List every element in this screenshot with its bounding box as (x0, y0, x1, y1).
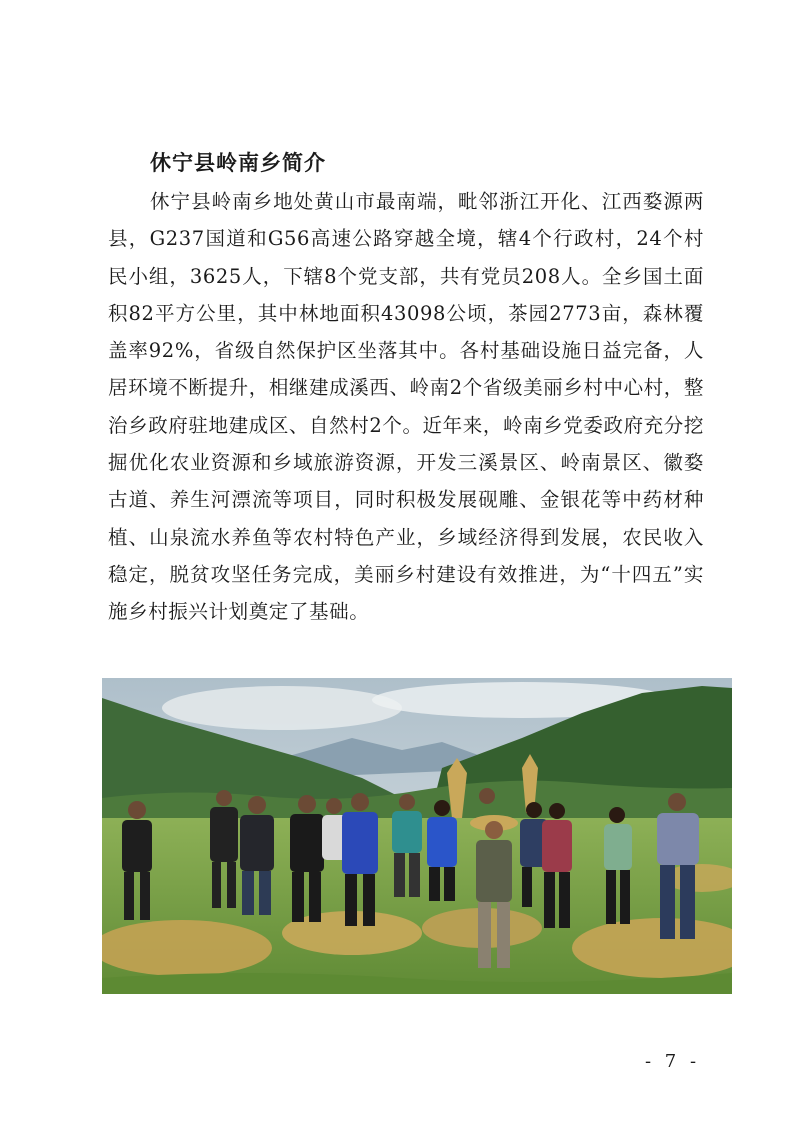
group-photo-illustration (102, 678, 732, 994)
page-number: - 7 - (645, 1051, 701, 1072)
group-photo (102, 678, 732, 994)
intro-paragraph: 休宁县岭南乡地处黄山市最南端，毗邻浙江开化、江西婺源两县，G237国道和G56高速公路穿越全境，辖4个行政村，24个村民小组，3625人，下辖8个党支部，共有党员208人。全乡国土面积82平方公里，其中林地面积43098公顷，茶园2773亩，森林覆盖率92%，省级自然保护区坐落其中。各村基础设施日益完备，人居环境不断提升，相继建成溪西、岭南2个省级美丽乡村中心村，整治乡政府驻地建成区、自然村2个。近年来，岭南乡党委政府充分挖掘优化农业资源和乡域旅游资源，开发三溪景区、岭南景区、徽婺古道、养生河漂流等项目，同时积极发展砚雕、金银花等中药材种植、山泉流水养鱼等农村特色产业，乡域经济得到发展，农民收入稳定，脱贫攻坚任务完成，美丽乡村建设有效推进，为“十四五”实施乡村振兴计划奠定了基础。 (108, 190, 704, 624)
page-title: 休宁县岭南乡简介 (150, 150, 326, 175)
